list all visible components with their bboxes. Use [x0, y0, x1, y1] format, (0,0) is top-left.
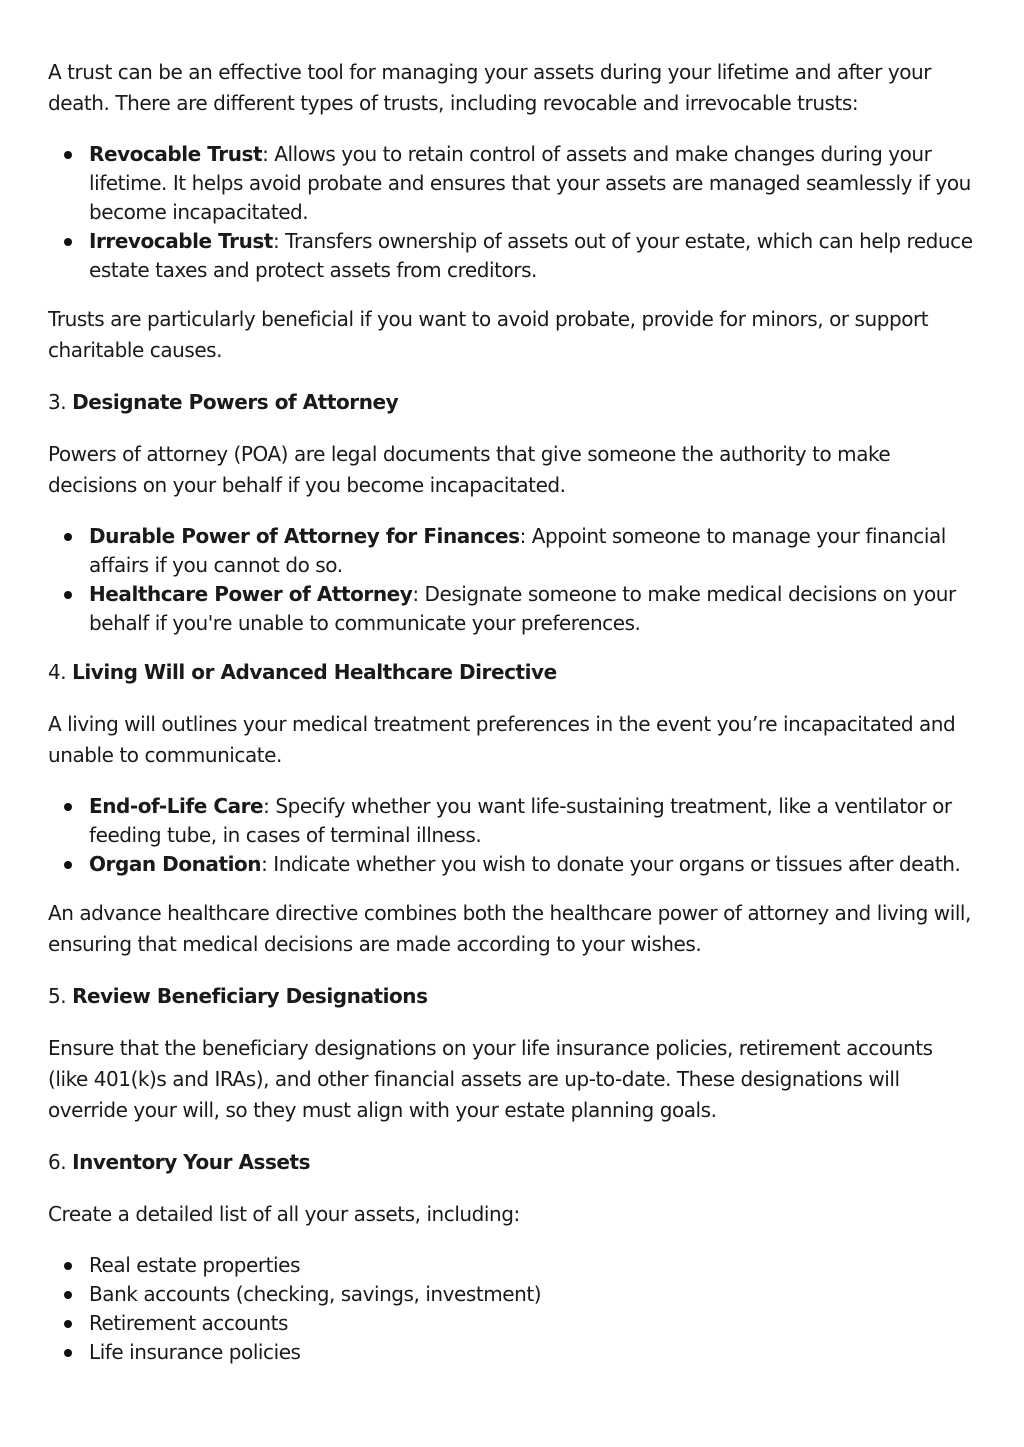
directive-paragraph: An advance healthcare directive combines both the healthcare power of attorney and living will, ensuring that medical decisions are made according to your wishes. [48, 901, 971, 956]
document-page [48, 57, 978, 1386]
bullet-icon [64, 591, 72, 599]
list-item-text: Real estate properties [89, 1253, 300, 1277]
list-item-term: Revocable Trust [89, 142, 263, 166]
beneficiary-paragraph: Ensure that the beneficiary designations on your life insurance policies, retirement accounts (like 401(k)s and IRAs), and other financial assets are up-to-date. These designations will override your will, so they must align with your estate planning goals. [48, 1036, 933, 1122]
bullet-icon [64, 803, 72, 811]
list-item [48, 227, 978, 285]
section-heading-beneficiary [48, 981, 978, 1012]
section-title: Designate Powers of Attorney [72, 390, 399, 414]
list-item [48, 1338, 978, 1367]
list-item-term: Healthcare Power of Attorney [89, 582, 413, 606]
section-heading-powers-of-attorney [48, 387, 978, 418]
living-will-list [48, 792, 978, 879]
living-will-paragraph: A living will outlines your medical treatment preferences in the event you’re incapacitated and unable to communicate. [48, 712, 956, 767]
poa-paragraph: Powers of attorney (POA) are legal documents that give someone the authority to make decisions on your behalf if you become incapacitated. [48, 442, 891, 497]
bullet-icon [64, 1262, 72, 1270]
poa-list [48, 522, 978, 638]
trust-intro-paragraph: A trust can be an effective tool for managing your assets during your lifetime and after your death. There are different types of trusts, including revocable and irrevocable trusts: [48, 60, 931, 115]
bullet-icon [64, 1320, 72, 1328]
list-item-text: : Appoint someone to manage your financial affairs if you cannot do so. [89, 524, 946, 577]
list-item [48, 580, 978, 638]
bullet-icon [64, 1349, 72, 1357]
trust-types-list [48, 140, 978, 285]
section-number: 6. [48, 1150, 67, 1174]
bullet-icon [64, 151, 72, 159]
bullet-icon [64, 861, 72, 869]
list-item-text: : Allows you to retain control of assets and make changes during your lifetime. It helps avoid probate and ensures that your assets are managed seamlessly if you become incapacitated. [89, 142, 971, 224]
list-item [48, 1280, 978, 1309]
list-item-text: : Specify whether you want life-sustaining treatment, like a ventilator or feeding tube, in cases of terminal illness. [89, 794, 952, 847]
section-number: 5. [48, 984, 67, 1008]
list-item-term: Durable Power of Attorney for Finances [89, 524, 520, 548]
list-item [48, 140, 978, 227]
list-item-text: : Indicate whether you wish to donate your organs or tissues after death. [261, 852, 961, 876]
bullet-icon [64, 533, 72, 541]
list-item [48, 1309, 978, 1338]
section-title: Review Beneficiary Designations [72, 984, 428, 1008]
assets-list [48, 1251, 978, 1367]
list-item [48, 522, 978, 580]
bullet-icon [64, 1291, 72, 1299]
list-item-term: Organ Donation [89, 852, 262, 876]
bullet-icon [64, 238, 72, 246]
section-heading-living-will [48, 657, 978, 688]
list-item-text: Retirement accounts [89, 1311, 288, 1335]
section-title: Inventory Your Assets [72, 1150, 311, 1174]
list-item-term: End-of-Life Care [89, 794, 264, 818]
list-item [48, 792, 978, 850]
list-item-term: Irrevocable Trust [89, 229, 273, 253]
section-heading-inventory [48, 1147, 978, 1178]
list-item-text: : Designate someone to make medical decisions on your behalf if you're unable to communicate your preferences. [89, 582, 956, 635]
section-title: Living Will or Advanced Healthcare Directive [72, 660, 557, 684]
section-number: 4. [48, 660, 67, 684]
list-item [48, 1251, 978, 1280]
inventory-paragraph: Create a detailed list of all your assets, including: [48, 1202, 520, 1226]
list-item [48, 850, 978, 879]
list-item-text: : Transfers ownership of assets out of your estate, which can help reduce estate taxes and protect assets from creditors. [89, 229, 973, 282]
trust-closing-paragraph: Trusts are particularly beneficial if you want to avoid probate, provide for minors, or support charitable causes. [48, 307, 929, 362]
list-item-text: Bank accounts (checking, savings, investment) [89, 1282, 542, 1306]
section-number: 3. [48, 390, 67, 414]
list-item-text: Life insurance policies [89, 1340, 301, 1364]
